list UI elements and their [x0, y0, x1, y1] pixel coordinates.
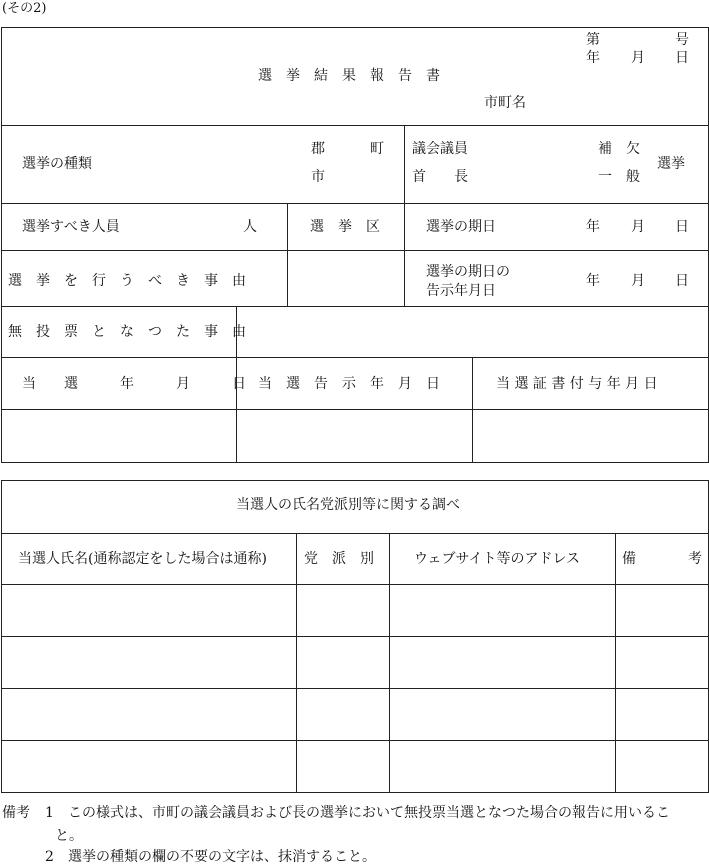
note-1-continuation: と。 — [55, 828, 83, 844]
divider — [472, 357, 473, 463]
election-date-year: 年 — [586, 219, 600, 235]
elected-notice-label: 当 選 告 示 年 月 日 — [258, 376, 440, 392]
header-biko: 備 — [622, 551, 636, 567]
notice-date-month: 月 — [631, 273, 645, 289]
number-dai: 第 — [586, 32, 600, 48]
divider — [1, 533, 709, 534]
reason-label: 選 挙 を 行 う べ き 事 由 — [8, 273, 246, 289]
divider — [404, 125, 405, 306]
note-2-number: 2 — [45, 849, 54, 865]
note-1-number: 1 — [45, 805, 54, 821]
divider — [1, 125, 709, 126]
seats-unit: 人 — [243, 219, 257, 235]
mayor-label: 首 長 — [412, 169, 468, 185]
shi-label: 市 — [311, 169, 325, 185]
form-number: (その2) — [2, 1, 47, 16]
divider — [1, 584, 709, 585]
divider — [287, 203, 288, 306]
no-vote-reason-label: 無 投 票 と な つ た 事 由 — [8, 324, 246, 340]
header-ko: 考 — [688, 551, 702, 567]
divider — [615, 533, 616, 793]
note-2-text: 選挙の種類の欄の不要の文字は、抹消すること。 — [68, 849, 376, 865]
notice-label-line1: 選挙の期日の — [426, 264, 510, 280]
divider — [389, 533, 390, 793]
divider — [296, 533, 297, 793]
note-1-text: この様式は、市町の議会議員および長の選挙において無投票当選となつた場合の報告に用いるこ — [68, 805, 670, 821]
header-website: ウェブサイト等のアドレス — [414, 551, 581, 567]
election-suffix: 選挙 — [657, 156, 685, 172]
election-date-month: 月 — [631, 219, 645, 235]
report-table — [1, 27, 709, 463]
notes-label: 備考 — [2, 805, 30, 821]
date-year: 年 — [586, 50, 600, 66]
election-date-day: 日 — [675, 219, 689, 235]
divider — [1, 357, 709, 358]
document-title: 選 挙 結 果 報 告 書 — [258, 68, 440, 84]
divider — [1, 740, 709, 741]
date-month: 月 — [631, 50, 645, 66]
general-election-label: 一 般 — [598, 169, 640, 185]
divider — [1, 409, 709, 410]
divider — [1, 250, 709, 251]
election-date-label: 選挙の期日 — [426, 219, 496, 235]
divider — [1, 203, 709, 204]
sender-name: 市町名 — [484, 95, 526, 111]
seats-label: 選挙すべき人員 — [22, 219, 120, 235]
divider — [1, 306, 709, 307]
notice-label-line2: 告示年月日 — [426, 283, 496, 299]
cho-label: 町 — [370, 141, 384, 157]
date-day: 日 — [675, 50, 689, 66]
assembly-member-label: 議会議員 — [412, 141, 468, 157]
notice-date-year: 年 — [586, 273, 600, 289]
header-party: 党 派 別 — [304, 551, 374, 567]
election-type-label: 選挙の種類 — [22, 156, 92, 172]
certificate-date-label: 当 選 証 書 付 与 年 月 日 — [496, 376, 658, 392]
header-elected-name: 当選人氏名(通称認定をした場合は通称) — [18, 551, 267, 567]
divider — [1, 688, 709, 689]
elected-date-label: 当 選 年 月 日 — [22, 376, 246, 392]
survey-title: 当選人の氏名党派別等に関する調べ — [236, 497, 460, 513]
notice-date-day: 日 — [675, 273, 689, 289]
gun-label: 郡 — [311, 141, 325, 157]
number-go: 号 — [675, 32, 689, 48]
divider — [1, 636, 709, 637]
by-election-label: 補 欠 — [598, 141, 640, 157]
district-label: 選 挙 区 — [310, 219, 380, 235]
